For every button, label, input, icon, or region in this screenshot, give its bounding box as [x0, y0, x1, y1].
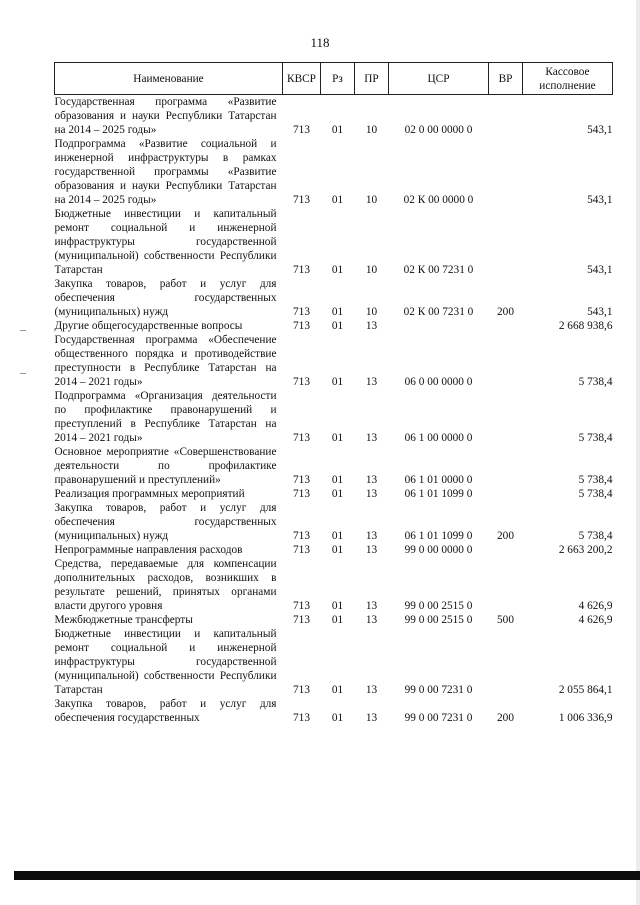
cell-vr	[489, 137, 523, 207]
header-pr: ПР	[355, 63, 389, 95]
cell-vr: 200	[497, 530, 514, 542]
cell-csr: 06 0 00 0000 0	[404, 376, 473, 388]
cell-amount: 5 738,4	[578, 530, 613, 542]
table-row	[55, 277, 613, 319]
cell-kvsr: 713	[293, 194, 310, 206]
cell-amount: 4 626,9	[578, 614, 613, 626]
cell-rz: 01	[331, 264, 344, 276]
cell-vr	[489, 319, 523, 333]
cell-rz: 01	[331, 124, 344, 136]
cell-vr	[489, 207, 523, 277]
table-row	[55, 697, 613, 725]
cell-rz: 01	[331, 306, 344, 318]
cell-csr: 06 1 01 1099 0	[404, 530, 473, 542]
margin-marks	[20, 330, 26, 416]
cell-csr: 02 К 00 7231 0	[403, 306, 474, 318]
cell-name: Бюджетные инвестиции и капитальный ремонт социальной и инженерной инфраструктуры государственной (муниципальной) собственности Республики Татарстан	[54, 628, 277, 696]
cell-name: Закупка товаров, работ и услуг для обеспечения государственных	[54, 698, 277, 724]
cell-vr	[489, 95, 523, 138]
cell-rz: 01	[331, 320, 344, 332]
cell-amount: 5 738,4	[578, 474, 613, 486]
cell-pr: 13	[365, 474, 378, 486]
cell-csr: 06 1 01 1099 0	[404, 488, 473, 500]
header-csr: ЦСР	[389, 63, 489, 95]
cell-kvsr: 713	[293, 530, 310, 542]
header-vr: ВР	[489, 63, 523, 95]
cell-pr: 13	[365, 600, 378, 612]
table-row	[55, 543, 613, 557]
cell-rz: 01	[331, 432, 344, 444]
cell-rz: 01	[331, 684, 344, 696]
cell-csr	[389, 319, 489, 333]
cell-kvsr: 713	[293, 264, 310, 276]
cell-rz: 01	[331, 376, 344, 388]
cell-rz: 01	[331, 712, 344, 724]
cell-kvsr: 713	[293, 684, 310, 696]
cell-name: Закупка товаров, работ и услуг для обеспечения государственных (муниципальных) нужд	[54, 278, 277, 318]
scan-edge-shadow	[636, 0, 640, 905]
cell-amount: 1 006 336,9	[558, 712, 613, 724]
cell-pr: 13	[365, 432, 378, 444]
cell-kvsr: 713	[293, 432, 310, 444]
table-row	[55, 487, 613, 501]
cell-amount: 543,1	[587, 306, 613, 318]
table-body	[55, 95, 613, 726]
cell-kvsr: 713	[293, 488, 310, 500]
cell-name: Закупка товаров, работ и услуг для обеспечения государственных (муниципальных) нужд	[54, 502, 277, 542]
cell-amount: 2 055 864,1	[558, 684, 613, 696]
cell-pr: 13	[365, 530, 378, 542]
cell-pr: 10	[365, 306, 378, 318]
cell-rz: 01	[331, 530, 344, 542]
cell-kvsr: 713	[293, 712, 310, 724]
cell-pr: 10	[365, 194, 378, 206]
cell-kvsr: 713	[293, 474, 310, 486]
cell-vr	[489, 333, 523, 389]
cell-amount: 5 738,4	[578, 376, 613, 388]
cell-name: Подпрограмма «Развитие социальной и инженерной инфраструктуры в рамках государственной программы «Развитие образования и науки Республики Татарстан на 2014 – 2025 годы»	[54, 138, 277, 206]
cell-kvsr: 713	[293, 544, 310, 556]
table-row	[55, 613, 613, 627]
cell-vr	[489, 543, 523, 557]
cell-vr	[489, 389, 523, 445]
cell-name: Другие общегосударственные вопросы	[54, 320, 243, 332]
cell-csr: 06 1 01 0000 0	[404, 474, 473, 486]
cell-csr: 99 0 00 2515 0	[404, 614, 473, 626]
header-amount: Кассовое исполнение	[523, 63, 613, 95]
cell-kvsr: 713	[293, 376, 310, 388]
cell-pr: 13	[365, 712, 378, 724]
cell-vr	[489, 627, 523, 697]
table-header-row	[55, 63, 613, 95]
table-row	[55, 137, 613, 207]
cell-amount: 543,1	[587, 194, 613, 206]
table-row	[55, 389, 613, 445]
page-number: 118	[310, 35, 330, 50]
cell-csr: 99 0 00 7231 0	[404, 684, 473, 696]
cell-vr	[489, 445, 523, 487]
cell-pr: 13	[365, 376, 378, 388]
cell-name: Средства, передаваемые для компенсации дополнительных расходов, возникших в результате решений, принятых органами власти другого уровня	[54, 558, 277, 612]
margin-mark	[20, 330, 26, 331]
cell-csr: 02 К 00 0000 0	[403, 194, 474, 206]
cell-rz: 01	[331, 474, 344, 486]
cell-name: Государственная программа «Обеспечение общественного порядка и противодействие преступности в Республике Татарстан на 2014 – 2021 годы»	[54, 334, 277, 388]
cell-amount: 543,1	[587, 124, 613, 136]
cell-name: Основное мероприятие «Совершенствование деятельности по профилактике правонарушений и преступлений»	[54, 446, 277, 486]
cell-amount: 5 738,4	[578, 488, 613, 500]
cell-pr: 10	[365, 124, 378, 136]
cell-name: Межбюджетные трансферты	[54, 614, 193, 626]
cell-csr: 99 0 00 7231 0	[404, 712, 473, 724]
cell-amount: 2 668 938,6	[558, 320, 613, 332]
header-kvsr: КВСР	[283, 63, 321, 95]
cell-vr	[489, 487, 523, 501]
table-row	[55, 319, 613, 333]
cell-name: Подпрограмма «Организация деятельности по профилактике правонарушений и преступлений в Республике Татарстан на 2014 – 2021 годы»	[54, 390, 277, 444]
cell-rz: 01	[331, 600, 344, 612]
cell-rz: 01	[331, 194, 344, 206]
scan-bottom-bar	[14, 871, 640, 880]
cell-kvsr: 713	[293, 124, 310, 136]
table-row	[55, 207, 613, 277]
cell-pr: 10	[365, 264, 378, 276]
cell-pr: 13	[365, 320, 378, 332]
cell-rz: 01	[331, 544, 344, 556]
cell-vr	[489, 557, 523, 613]
budget-execution-table	[54, 62, 613, 725]
cell-csr: 02 К 00 7231 0	[403, 264, 474, 276]
cell-pr: 13	[365, 544, 378, 556]
table-row	[55, 627, 613, 697]
cell-csr: 02 0 00 0000 0	[404, 124, 473, 136]
header-name: Наименование	[55, 63, 283, 95]
cell-csr: 99 0 00 0000 0	[404, 544, 473, 556]
cell-pr: 13	[365, 684, 378, 696]
cell-csr: 06 1 00 0000 0	[404, 432, 473, 444]
header-rz: Рз	[321, 63, 355, 95]
cell-kvsr: 713	[293, 614, 310, 626]
margin-mark	[20, 373, 26, 374]
cell-vr: 500	[497, 614, 514, 626]
table-row	[55, 95, 613, 138]
cell-amount: 543,1	[587, 264, 613, 276]
cell-kvsr: 713	[293, 320, 310, 332]
budget-table-container	[54, 62, 612, 725]
cell-amount: 4 626,9	[578, 600, 613, 612]
cell-amount: 2 663 200,2	[558, 544, 613, 556]
cell-amount: 5 738,4	[578, 432, 613, 444]
cell-name: Реализация программных мероприятий	[54, 488, 245, 500]
table-row	[55, 501, 613, 543]
cell-pr: 13	[365, 488, 378, 500]
cell-csr: 99 0 00 2515 0	[404, 600, 473, 612]
cell-rz: 01	[331, 614, 344, 626]
cell-name: Государственная программа «Развитие образования и науки Республики Татарстан на 2014 – 2025 годы»	[54, 96, 277, 136]
table-row	[55, 333, 613, 389]
cell-name: Бюджетные инвестиции и капитальный ремонт социальной и инженерной инфраструктуры государственной (муниципальной) собственности Республики Татарстан	[54, 208, 277, 276]
cell-kvsr: 713	[293, 600, 310, 612]
cell-name: Непрограммные направления расходов	[54, 544, 243, 556]
cell-rz: 01	[331, 488, 344, 500]
cell-pr: 13	[365, 614, 378, 626]
table-row	[55, 445, 613, 487]
table-row	[55, 557, 613, 613]
cell-vr: 200	[497, 306, 514, 318]
cell-kvsr: 713	[293, 306, 310, 318]
cell-vr: 200	[497, 712, 514, 724]
